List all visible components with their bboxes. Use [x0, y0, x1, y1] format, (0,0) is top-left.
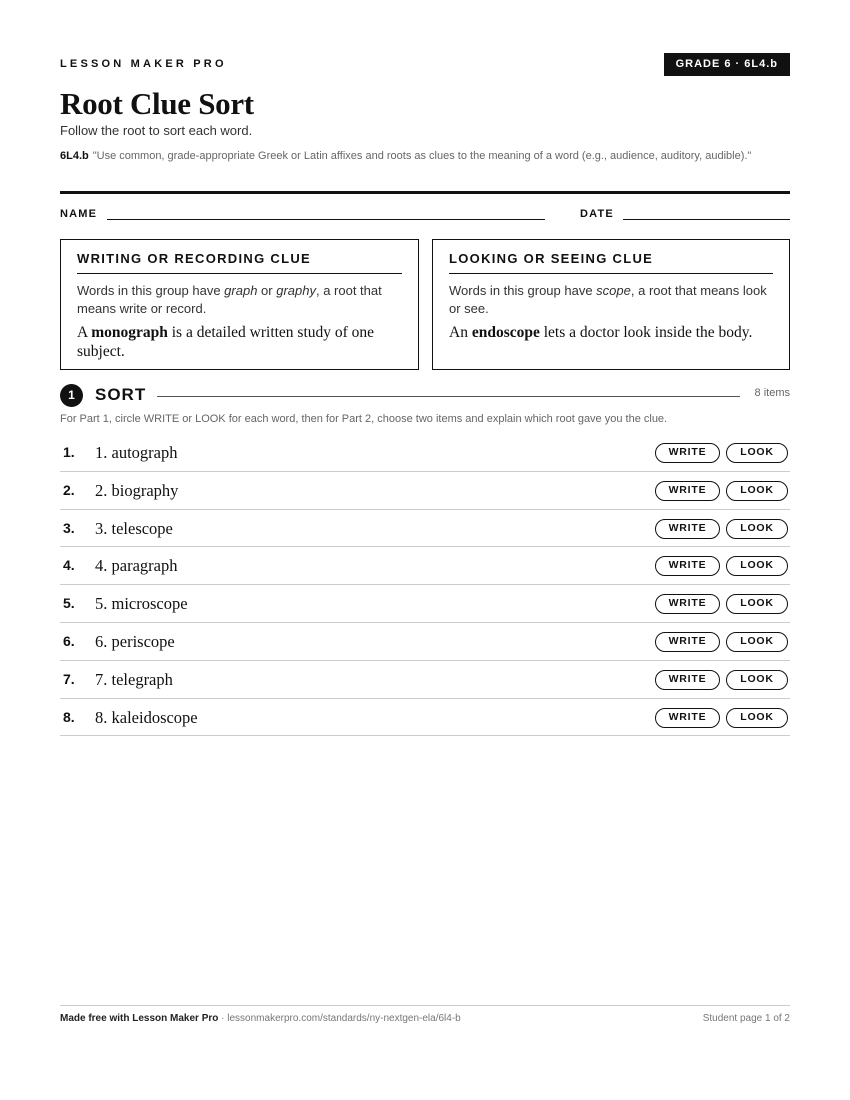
date-field[interactable] [623, 219, 790, 220]
sort-section-header [60, 384, 790, 406]
write-option-button[interactable]: WRITE [655, 708, 720, 728]
item-number: 8. [63, 708, 75, 725]
worksheet-page [60, 0, 790, 1100]
item-number: 5. [63, 595, 75, 612]
standard-text [60, 148, 790, 165]
clue-heading: LOOKING OR SEEING CLUE [449, 251, 773, 274]
name-label: NAME [60, 208, 98, 220]
name-field[interactable] [107, 219, 545, 220]
date-label: DATE [580, 208, 614, 220]
clue-heading: WRITING OR RECORDING CLUE [77, 251, 402, 274]
item-word: 6. periscope [95, 631, 175, 651]
list-item [60, 510, 790, 548]
section-instructions: For Part 1, circle WRITE or LOOK for each word, then for Part 2, choose two items and explain which root gave you the clue. [60, 413, 668, 425]
page-footer [60, 1013, 790, 1024]
section-rule [157, 396, 740, 397]
write-option-button[interactable]: WRITE [655, 443, 720, 463]
looking-clue-box [432, 239, 790, 370]
write-option-button[interactable]: WRITE [655, 632, 720, 652]
footer-credit: Made free with Lesson Maker Pro [60, 1013, 219, 1024]
item-number: 3. [63, 519, 75, 536]
item-number: 7. [63, 670, 75, 687]
writing-clue-box [60, 239, 419, 370]
header-divider [60, 191, 790, 194]
item-number: 2. [63, 481, 75, 498]
look-option-button[interactable]: LOOK [726, 519, 788, 539]
clue-example: An endoscope lets a doctor look inside the body. [449, 324, 753, 341]
brand-name: LESSON MAKER PRO [60, 58, 227, 70]
item-word: 1. autograph [95, 443, 178, 462]
item-word: 8. kaleidoscope [95, 707, 198, 727]
item-number: 6. [63, 632, 75, 649]
root-term: graphy [276, 283, 316, 298]
item-word: 4. paragraph [95, 556, 178, 576]
page-subtitle: Follow the root to sort each word. [60, 123, 253, 138]
grade-badge: GRADE 6 · 6L4.b [664, 53, 790, 76]
write-option-button[interactable]: WRITE [655, 556, 720, 576]
look-option-button[interactable]: LOOK [726, 670, 788, 690]
item-number: 4. [63, 557, 75, 574]
look-option-button[interactable]: LOOK [726, 481, 788, 501]
root-term: graph [224, 283, 258, 298]
page-indicator: Student page 1 of 2 [702, 1013, 790, 1024]
write-option-button[interactable]: WRITE [655, 670, 720, 690]
item-word: 3. telescope [95, 518, 173, 538]
write-option-button[interactable]: WRITE [655, 594, 720, 614]
standard-quote: "Use common, grade-appropriate Greek or Latin affixes and roots as clues to the meaning of a word (e.g., audience, auditory, audible)." [92, 150, 752, 162]
write-option-button[interactable]: WRITE [655, 519, 720, 539]
item-word: 7. telegraph [95, 669, 173, 689]
look-option-button[interactable]: LOOK [726, 594, 788, 614]
look-option-button[interactable]: LOOK [726, 556, 788, 576]
footer-divider [60, 1005, 790, 1006]
section-title: SORT [95, 385, 147, 404]
section-number-badge: 1 [60, 384, 83, 407]
footer-url[interactable]: · lessonmakerpro.com/standards/ny-nextgen-ela/6l4-b [218, 1013, 461, 1024]
clue-description: Words in this group have scope, a root that means look or see. [449, 283, 767, 316]
look-option-button[interactable]: LOOK [726, 708, 788, 728]
example-word: endoscope [471, 324, 540, 341]
list-item [60, 585, 790, 623]
write-option-button[interactable]: WRITE [655, 481, 720, 501]
example-word: monograph [91, 324, 168, 341]
list-item [60, 472, 790, 510]
item-count: 8 items [754, 387, 790, 399]
list-item [60, 699, 790, 737]
list-item [60, 434, 790, 472]
list-item [60, 547, 790, 585]
list-item [60, 623, 790, 661]
item-word: 5. microscope [95, 594, 188, 614]
root-term: scope [596, 283, 631, 298]
look-option-button[interactable]: LOOK [726, 632, 788, 652]
name-date-row [60, 208, 790, 222]
list-item [60, 661, 790, 699]
look-option-button[interactable]: LOOK [726, 443, 788, 463]
clue-example: A monograph is a detailed written study of one subject. [77, 324, 375, 360]
sort-item-list [60, 434, 790, 736]
standard-code: 6L4.b [60, 150, 89, 162]
page-title: Root Clue Sort [60, 86, 254, 121]
clue-description: Words in this group have graph or graphy, a root that means write or record. [77, 283, 382, 316]
item-word: 2. biography [95, 480, 179, 500]
item-number: 1. [63, 444, 75, 460]
